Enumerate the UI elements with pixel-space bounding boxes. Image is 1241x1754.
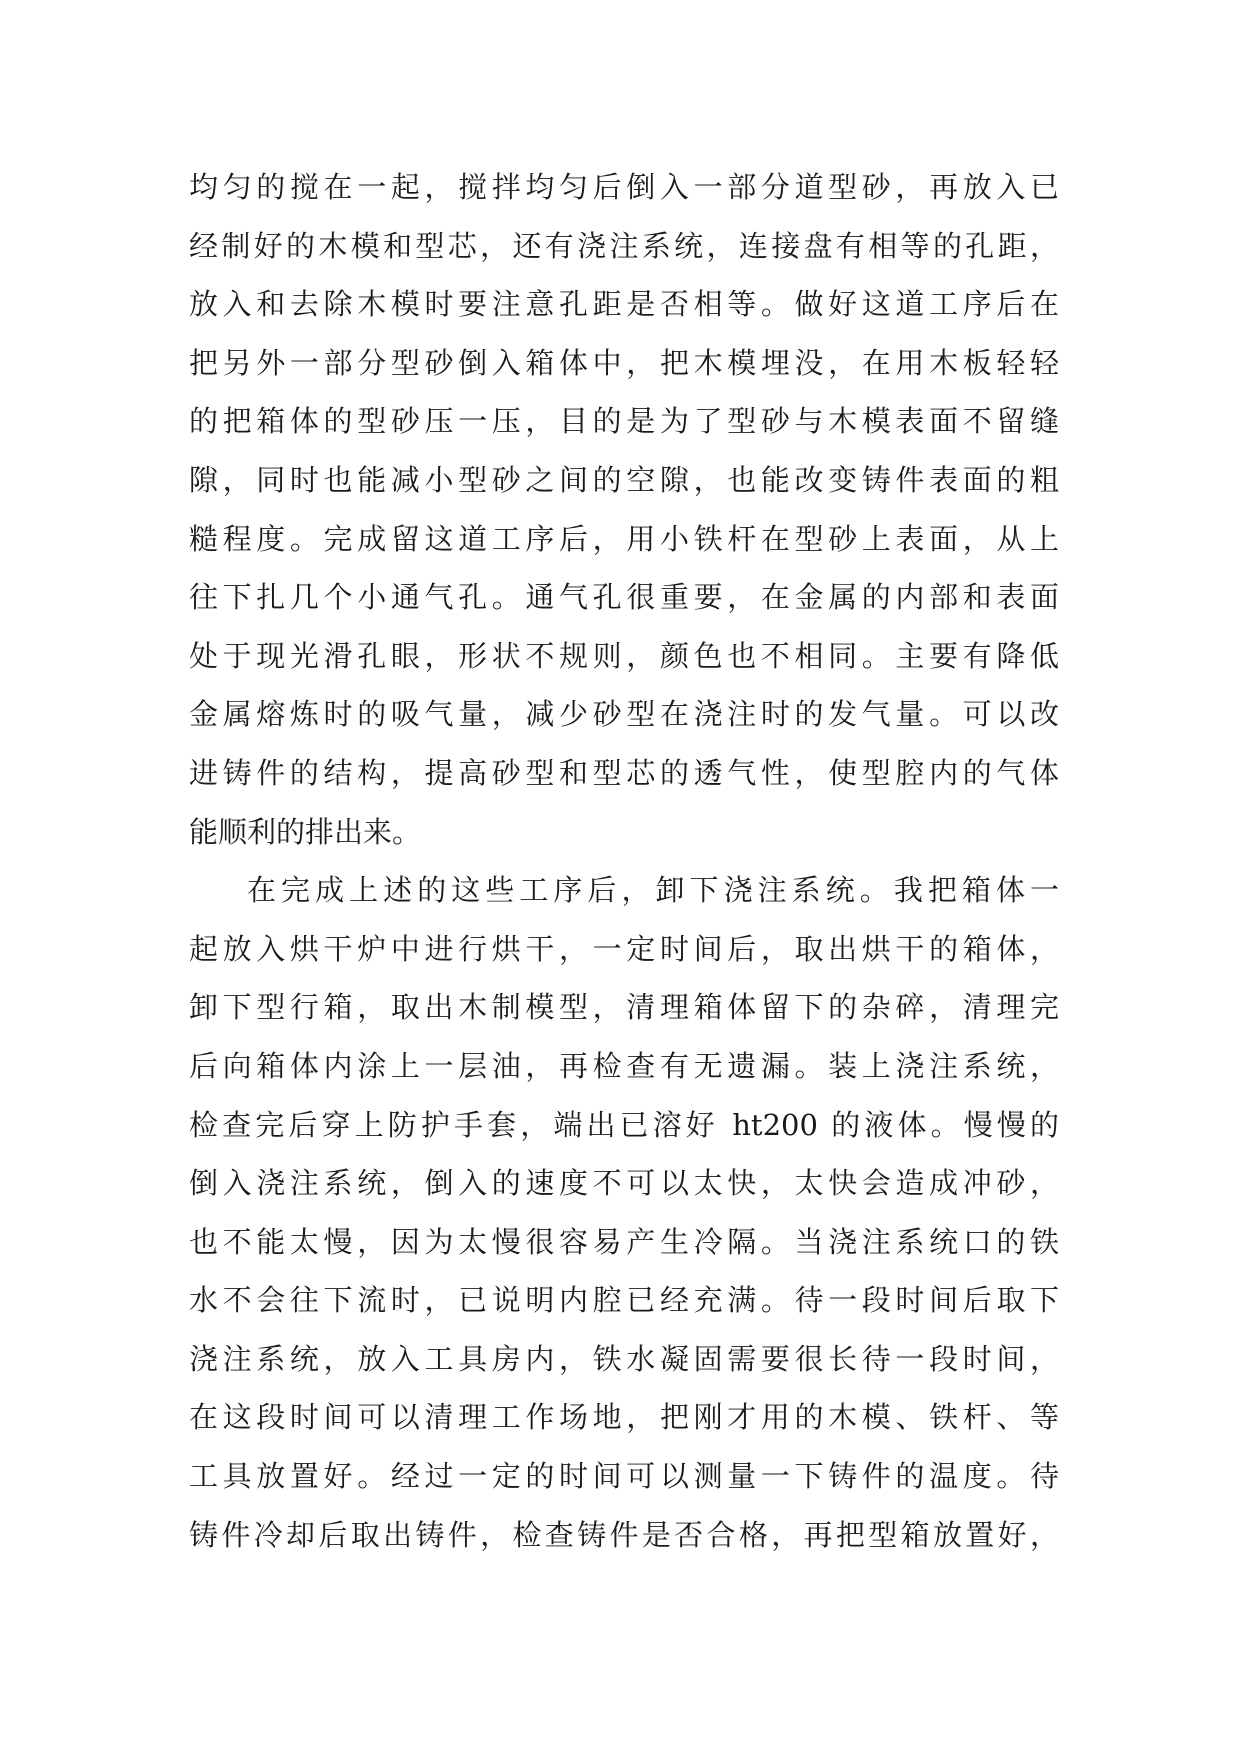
text-line: 糙程度。完成留这道工序后，用小铁杆在型砂上表面，从上 [189, 521, 1059, 556]
text-line: 能顺利的排出来。 [189, 814, 422, 849]
text-line: 往下扎几个小通气孔。通气孔很重要，在金属的内部和表面 [189, 580, 1059, 615]
text-line: 铸件冷却后取出铸件，检查铸件是否合格，再把型箱放置好， [189, 1517, 1059, 1552]
text-line: 水不会往下流时，已说明内腔已经充满。待一段时间后取下 [189, 1283, 1059, 1318]
text-line: 起放入烘干炉中进行烘干，一定时间后，取出烘干的箱体， [189, 931, 1059, 966]
body-text [189, 158, 1059, 1564]
text-line: 在这段时间可以清理工作场地，把刚才用的木模、铁杆、等 [189, 1400, 1059, 1435]
text-line: 在完成上述的这些工序后，卸下浇注系统。我把箱体一 [247, 873, 1059, 908]
text-line: 倒入浇注系统，倒入的速度不可以太快，太快会造成冲砂， [189, 1166, 1059, 1201]
text-line: 金属熔炼时的吸气量，减少砂型在浇注时的发气量。可以改 [189, 697, 1059, 732]
text-line: 也不能太慢，因为太慢很容易产生冷隔。当浇注系统口的铁 [189, 1224, 1059, 1259]
paragraph-2 [189, 861, 1059, 1564]
text-line: 工具放置好。经过一定的时间可以测量一下铸件的温度。待 [189, 1459, 1059, 1494]
text-line: 处于现光滑孔眼，形状不规则，颜色也不相同。主要有降低 [189, 638, 1059, 673]
text-line: 隙，同时也能减小型砂之间的空隙，也能改变铸件表面的粗 [189, 462, 1059, 497]
text-line: 卸下型行箱，取出木制模型，清理箱体留下的杂碎，清理完 [189, 990, 1059, 1025]
text-line: 均匀的搅在一起，搅拌均匀后倒入一部分道型砂，再放入已 [189, 170, 1059, 204]
paragraph-1 [189, 158, 1059, 861]
text-line: 的把箱体的型砂压一压，目的是为了型砂与木模表面不留缝 [189, 404, 1059, 439]
text-line: 放入和去除木模时要注意孔距是否相等。做好这道工序后在 [189, 287, 1059, 322]
text-line: 进铸件的结构，提高砂型和型芯的透气性，使型腔内的气体 [189, 755, 1059, 790]
text-line: 后向箱体内涂上一层油，再检查有无遗漏。装上浇注系统， [189, 1048, 1059, 1083]
text-line: 经制好的木模和型芯，还有浇注系统，连接盘有相等的孔距， [189, 228, 1059, 263]
text-line: 把另外一部分型砂倒入箱体中，把木模埋没，在用木板轻轻 [189, 345, 1059, 380]
text-line: 浇注系统，放入工具房内，铁水凝固需要很长待一段时间， [189, 1341, 1059, 1376]
text-line: 检查完后穿上防护手套，端出已溶好 ht200 的液体。慢慢的 [189, 1107, 1059, 1142]
